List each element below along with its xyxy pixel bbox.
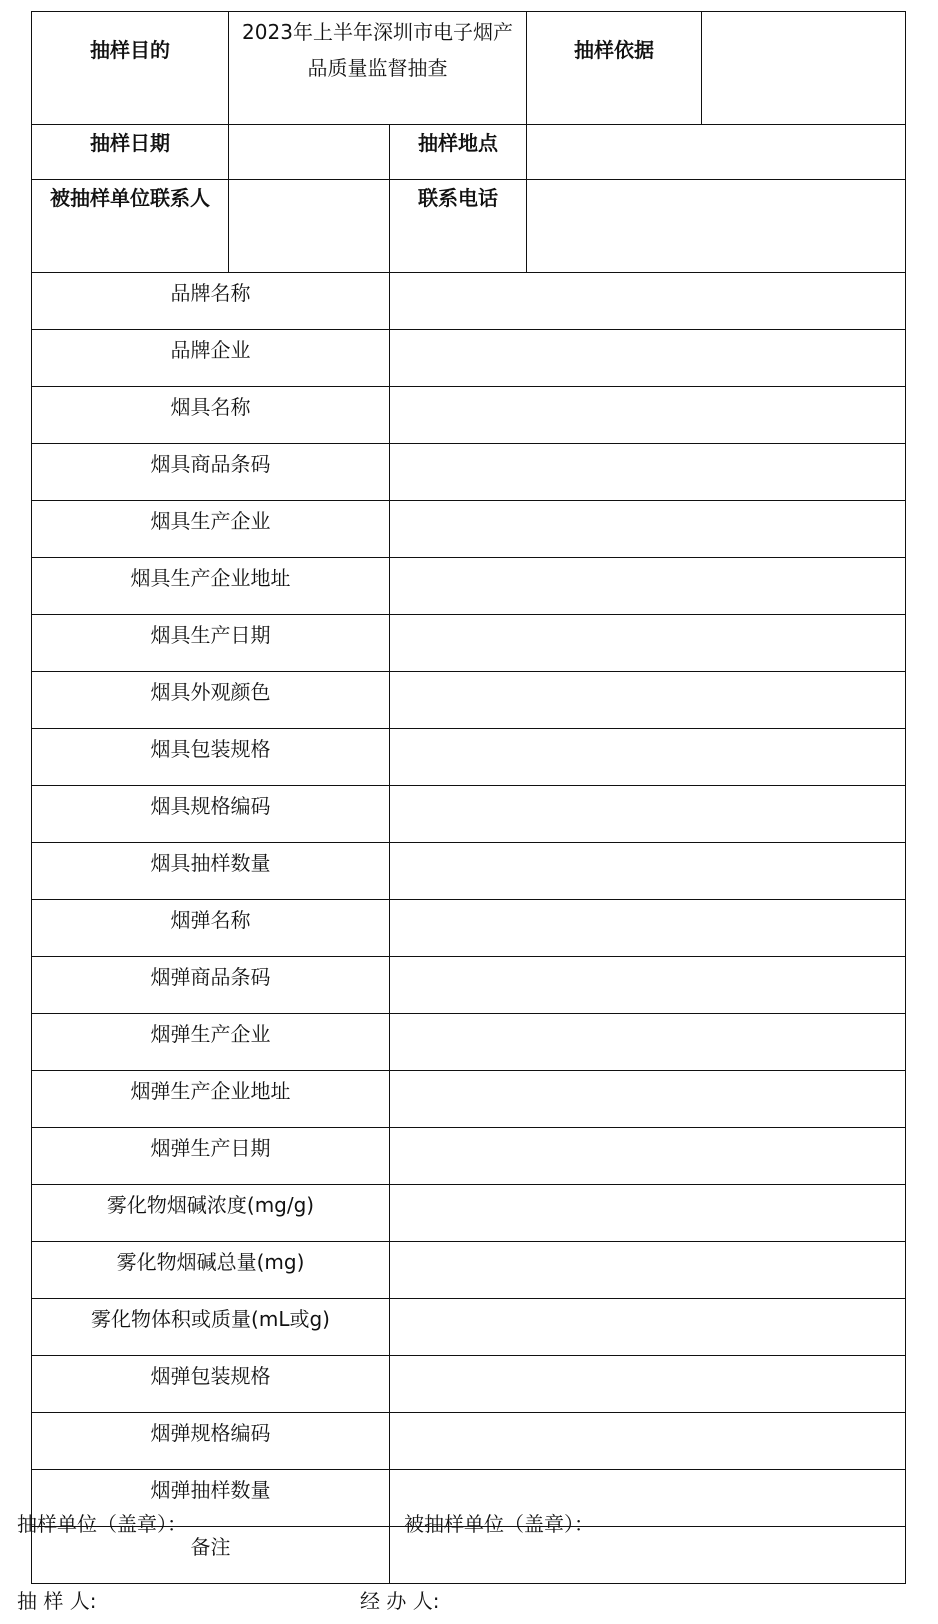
field-label: 雾化物烟碱浓度(mg/g) — [32, 1185, 390, 1242]
field-row — [32, 273, 906, 330]
form-body — [32, 12, 906, 1584]
field-row — [32, 501, 906, 558]
field-row — [32, 1014, 906, 1071]
field-value[interactable] — [390, 957, 906, 1014]
field-label: 品牌企业 — [32, 330, 390, 387]
field-value[interactable] — [390, 1071, 906, 1128]
field-row — [32, 1413, 906, 1470]
field-row — [32, 387, 906, 444]
purpose-row — [32, 12, 906, 125]
phone-value[interactable] — [527, 180, 906, 273]
field-row — [32, 900, 906, 957]
field-row — [32, 1299, 906, 1356]
field-label: 雾化物体积或质量(mL或g) — [32, 1299, 390, 1356]
field-value[interactable] — [390, 843, 906, 900]
field-value[interactable] — [390, 444, 906, 501]
date-label: 抽样日期 — [32, 125, 229, 180]
field-row — [32, 672, 906, 729]
field-value[interactable] — [390, 273, 906, 330]
field-value[interactable] — [390, 672, 906, 729]
contact-label-text: 被抽样单位联系人 — [50, 186, 210, 210]
contact-label — [32, 180, 229, 273]
field-value[interactable] — [390, 1299, 906, 1356]
field-label: 烟弹生产企业 — [32, 1014, 390, 1071]
field-row — [32, 558, 906, 615]
contact-row — [32, 180, 906, 273]
field-label: 烟具商品条码 — [32, 444, 390, 501]
field-label: 烟具生产日期 — [32, 615, 390, 672]
field-row — [32, 729, 906, 786]
field-row — [32, 330, 906, 387]
field-row — [32, 1128, 906, 1185]
field-label: 品牌名称 — [32, 273, 390, 330]
field-row — [32, 786, 906, 843]
field-value[interactable] — [390, 1413, 906, 1470]
date-value[interactable] — [229, 125, 390, 180]
field-value[interactable] — [390, 900, 906, 957]
field-row — [32, 1356, 906, 1413]
field-label: 备注 — [32, 1527, 390, 1584]
handler-person: 经 办 人: — [360, 1589, 440, 1613]
purpose-value[interactable] — [229, 12, 527, 125]
field-label: 烟具规格编码 — [32, 786, 390, 843]
field-label: 烟弹生产日期 — [32, 1128, 390, 1185]
purpose-value-text: 2023年上半年深圳市电子烟产品质量监督抽查 — [242, 20, 513, 80]
field-row — [32, 1071, 906, 1128]
field-label: 烟具生产企业地址 — [32, 558, 390, 615]
field-label: 雾化物烟碱总量(mg) — [32, 1242, 390, 1299]
field-label: 烟具包装规格 — [32, 729, 390, 786]
field-label: 烟弹规格编码 — [32, 1413, 390, 1470]
field-label: 烟弹商品条码 — [32, 957, 390, 1014]
field-value[interactable] — [390, 1356, 906, 1413]
field-label: 烟弹生产企业地址 — [32, 1071, 390, 1128]
phone-label: 联系电话 — [390, 180, 527, 273]
field-value[interactable] — [390, 387, 906, 444]
location-label: 抽样地点 — [390, 125, 527, 180]
field-row — [32, 615, 906, 672]
field-value[interactable] — [390, 786, 906, 843]
field-label: 烟具生产企业 — [32, 501, 390, 558]
field-value[interactable] — [390, 1185, 906, 1242]
field-value[interactable] — [390, 501, 906, 558]
field-value[interactable] — [390, 1128, 906, 1185]
field-row — [32, 444, 906, 501]
field-value[interactable] — [390, 1014, 906, 1071]
sampling-form — [31, 11, 905, 1584]
field-label: 烟具抽样数量 — [32, 843, 390, 900]
date-location-row — [32, 125, 906, 180]
field-label: 烟弹抽样数量 — [32, 1470, 390, 1527]
field-label: 烟弹包装规格 — [32, 1356, 390, 1413]
sampled-unit-stamp: 被抽样单位（盖章）： — [404, 1512, 594, 1536]
basis-value[interactable] — [702, 12, 906, 125]
field-label: 烟具外观颜色 — [32, 672, 390, 729]
field-value[interactable] — [390, 729, 906, 786]
sampler-person: 抽 样 人: — [17, 1589, 97, 1613]
field-label: 烟弹名称 — [32, 900, 390, 957]
location-value[interactable] — [527, 125, 906, 180]
field-value[interactable] — [390, 558, 906, 615]
sampling-form-table — [31, 11, 906, 1584]
field-label: 烟具名称 — [32, 387, 390, 444]
purpose-label: 抽样目的 — [32, 12, 229, 125]
field-value[interactable] — [390, 615, 906, 672]
field-value[interactable] — [390, 1242, 906, 1299]
field-row — [32, 843, 906, 900]
sampler-unit-stamp: 抽样单位（盖章）： — [17, 1512, 187, 1536]
field-value[interactable] — [390, 330, 906, 387]
field-row — [32, 957, 906, 1014]
contact-value[interactable] — [229, 180, 390, 273]
basis-label: 抽样依据 — [527, 12, 702, 125]
field-row — [32, 1242, 906, 1299]
field-row — [32, 1185, 906, 1242]
